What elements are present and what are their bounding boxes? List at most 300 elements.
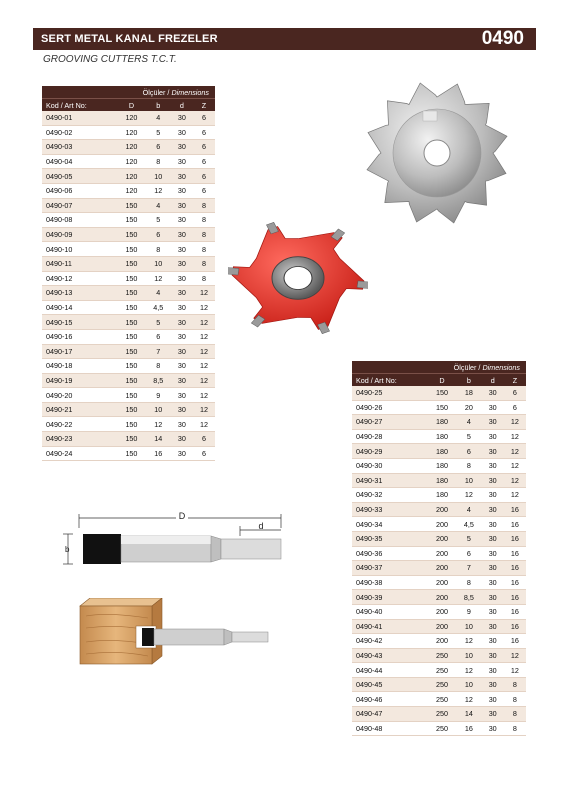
table-row xyxy=(42,329,215,344)
cell-d: 30 xyxy=(482,590,504,605)
cell-code: 0490-28 xyxy=(352,429,428,444)
cell-Z: 12 xyxy=(193,300,215,315)
cell-Z: 12 xyxy=(504,415,526,430)
cell-Z: 6 xyxy=(193,111,215,125)
cell-code: 0490-24 xyxy=(42,446,117,461)
cell-b: 10 xyxy=(456,473,481,488)
table-row xyxy=(352,415,526,430)
cell-d: 30 xyxy=(482,546,504,561)
cell-D: 150 xyxy=(117,402,145,417)
table-row xyxy=(42,213,215,228)
group-label-en: Dimensions xyxy=(482,362,520,372)
table-row xyxy=(42,388,215,403)
table-row xyxy=(42,198,215,213)
table-row xyxy=(352,444,526,459)
table-row xyxy=(352,663,526,678)
col-code: Kod / Art No: xyxy=(352,374,428,387)
cell-d: 30 xyxy=(171,344,193,359)
table-row xyxy=(42,242,215,257)
cell-Z: 12 xyxy=(193,417,215,432)
cell-D: 150 xyxy=(428,400,457,415)
cell-b: 6 xyxy=(146,227,171,242)
cell-b: 5 xyxy=(456,531,481,546)
cell-Z: 12 xyxy=(193,373,215,388)
wood-groove-drawing xyxy=(78,598,278,673)
cell-code: 0490-26 xyxy=(352,400,428,415)
cell-code: 0490-22 xyxy=(42,417,117,432)
cell-Z: 6 xyxy=(193,140,215,155)
cell-D: 200 xyxy=(428,575,457,590)
cell-Z: 8 xyxy=(193,271,215,286)
col-d: d xyxy=(482,374,504,387)
cell-Z: 12 xyxy=(193,329,215,344)
table-row xyxy=(352,707,526,722)
cell-D: 150 xyxy=(117,286,145,301)
cell-d: 30 xyxy=(482,473,504,488)
table-row xyxy=(42,300,215,315)
cell-Z: 8 xyxy=(193,198,215,213)
cell-Z: 12 xyxy=(504,648,526,663)
cell-b: 8 xyxy=(456,458,481,473)
table-row xyxy=(352,677,526,692)
cell-d: 30 xyxy=(482,707,504,722)
cell-Z: 12 xyxy=(193,402,215,417)
cell-D: 150 xyxy=(117,388,145,403)
table-row xyxy=(352,488,526,503)
cell-Z: 8 xyxy=(504,721,526,736)
cell-D: 250 xyxy=(428,707,457,722)
cell-b: 16 xyxy=(146,446,171,461)
cell-code: 0490-08 xyxy=(42,213,117,228)
cell-b: 8 xyxy=(456,575,481,590)
cell-b: 10 xyxy=(146,256,171,271)
cell-D: 250 xyxy=(428,692,457,707)
cell-d: 30 xyxy=(482,721,504,736)
cell-Z: 12 xyxy=(193,359,215,374)
dimensions-table-1 xyxy=(42,86,215,461)
cell-b: 4,5 xyxy=(146,300,171,315)
table-row xyxy=(42,227,215,242)
cell-D: 150 xyxy=(117,344,145,359)
cell-d: 30 xyxy=(171,183,193,198)
cell-D: 150 xyxy=(428,386,457,400)
cell-code: 0490-06 xyxy=(42,183,117,198)
cell-d: 30 xyxy=(171,198,193,213)
cell-D: 200 xyxy=(428,561,457,576)
cell-b: 4 xyxy=(146,286,171,301)
red-grooving-cutter-image xyxy=(228,200,368,350)
cell-code: 0490-34 xyxy=(352,517,428,532)
cell-code: 0490-19 xyxy=(42,373,117,388)
cell-d: 30 xyxy=(171,432,193,447)
cell-Z: 16 xyxy=(504,604,526,619)
cell-D: 180 xyxy=(428,458,457,473)
cell-D: 120 xyxy=(117,169,145,184)
cell-b: 8,5 xyxy=(146,373,171,388)
cell-D: 200 xyxy=(428,634,457,649)
cell-d: 30 xyxy=(482,429,504,444)
cell-code: 0490-21 xyxy=(42,402,117,417)
cell-d: 30 xyxy=(482,531,504,546)
cell-Z: 12 xyxy=(504,663,526,678)
cell-b: 12 xyxy=(146,417,171,432)
cell-d: 30 xyxy=(171,242,193,257)
cell-Z: 6 xyxy=(193,169,215,184)
group-label-en: Dimensions xyxy=(171,87,209,97)
cell-d: 30 xyxy=(482,517,504,532)
cell-Z: 16 xyxy=(504,531,526,546)
cell-b: 10 xyxy=(456,648,481,663)
cell-D: 150 xyxy=(117,256,145,271)
cell-D: 150 xyxy=(117,329,145,344)
cell-code: 0490-05 xyxy=(42,169,117,184)
cell-b: 12 xyxy=(456,663,481,678)
cell-d: 30 xyxy=(482,386,504,400)
table-row xyxy=(352,531,526,546)
cell-d: 30 xyxy=(171,446,193,461)
cell-d: 30 xyxy=(171,373,193,388)
table-row xyxy=(352,561,526,576)
table-row xyxy=(42,125,215,140)
table-row xyxy=(352,575,526,590)
cell-code: 0490-04 xyxy=(42,154,117,169)
cell-Z: 16 xyxy=(504,546,526,561)
cell-D: 200 xyxy=(428,604,457,619)
cell-D: 150 xyxy=(117,213,145,228)
cell-Z: 16 xyxy=(504,634,526,649)
carbide-tip xyxy=(357,281,368,289)
cell-D: 150 xyxy=(117,359,145,374)
cell-code: 0490-47 xyxy=(352,707,428,722)
cell-code: 0490-02 xyxy=(42,125,117,140)
cell-code: 0490-09 xyxy=(42,227,117,242)
table-row xyxy=(352,692,526,707)
cell-code: 0490-03 xyxy=(42,140,117,155)
cell-code: 0490-25 xyxy=(352,386,428,400)
cell-d: 30 xyxy=(171,300,193,315)
table-row xyxy=(42,140,215,155)
cell-D: 250 xyxy=(428,721,457,736)
cell-Z: 8 xyxy=(504,707,526,722)
group-label-tr: Ölçüler / xyxy=(453,362,481,372)
cell-b: 16 xyxy=(456,721,481,736)
cell-code: 0490-27 xyxy=(352,415,428,430)
cell-d: 30 xyxy=(171,125,193,140)
cell-D: 150 xyxy=(117,300,145,315)
cell-d: 30 xyxy=(482,663,504,678)
dim-label-d: d xyxy=(258,521,264,531)
cell-code: 0490-44 xyxy=(352,663,428,678)
cell-Z: 6 xyxy=(193,183,215,198)
cell-Z: 12 xyxy=(193,286,215,301)
dim-label-D: D xyxy=(178,511,186,521)
cell-d: 30 xyxy=(482,400,504,415)
col-b: b xyxy=(456,374,481,387)
table-column-header xyxy=(42,99,215,112)
cell-Z: 8 xyxy=(504,677,526,692)
cell-b: 12 xyxy=(456,488,481,503)
table-row xyxy=(42,111,215,125)
table-group-header xyxy=(352,361,526,374)
cell-D: 120 xyxy=(117,154,145,169)
table-row xyxy=(352,546,526,561)
cell-d: 30 xyxy=(171,213,193,228)
table-group-header xyxy=(42,86,215,99)
cell-b: 4 xyxy=(456,415,481,430)
cell-D: 180 xyxy=(428,473,457,488)
cell-Z: 8 xyxy=(193,242,215,257)
dim-label-b: b xyxy=(65,545,70,554)
table-row xyxy=(42,154,215,169)
cell-D: 150 xyxy=(117,198,145,213)
cell-d: 30 xyxy=(171,388,193,403)
cell-d: 30 xyxy=(482,575,504,590)
cell-Z: 16 xyxy=(504,561,526,576)
table-row xyxy=(352,604,526,619)
cell-b: 8 xyxy=(146,154,171,169)
cell-d: 30 xyxy=(171,417,193,432)
cell-code: 0490-37 xyxy=(352,561,428,576)
dimension-drawing xyxy=(55,506,295,576)
cell-d: 30 xyxy=(171,154,193,169)
cell-d: 30 xyxy=(482,444,504,459)
cell-code: 0490-33 xyxy=(352,502,428,517)
col-code: Kod / Art No: xyxy=(42,99,117,112)
cell-D: 200 xyxy=(428,546,457,561)
table-row xyxy=(352,590,526,605)
table-row xyxy=(352,634,526,649)
cell-code: 0490-18 xyxy=(42,359,117,374)
cell-code: 0490-40 xyxy=(352,604,428,619)
cell-d: 30 xyxy=(171,359,193,374)
cell-Z: 12 xyxy=(504,473,526,488)
table-row xyxy=(42,169,215,184)
cell-code: 0490-46 xyxy=(352,692,428,707)
cell-b: 10 xyxy=(456,677,481,692)
cell-D: 200 xyxy=(428,517,457,532)
product-code: 0490 xyxy=(481,28,524,49)
table-row xyxy=(42,417,215,432)
table-row xyxy=(42,359,215,374)
cell-d: 30 xyxy=(482,634,504,649)
table-row xyxy=(352,386,526,400)
cell-d: 30 xyxy=(171,169,193,184)
cell-code: 0490-36 xyxy=(352,546,428,561)
table-row xyxy=(42,315,215,330)
group-label-tr: Ölçüler / xyxy=(142,87,170,97)
cell-Z: 12 xyxy=(504,444,526,459)
cell-D: 200 xyxy=(428,619,457,634)
table-row xyxy=(42,344,215,359)
cell-D: 250 xyxy=(428,648,457,663)
table-row xyxy=(42,446,215,461)
cell-d: 30 xyxy=(171,140,193,155)
cell-d: 30 xyxy=(482,692,504,707)
cell-D: 180 xyxy=(428,488,457,503)
cell-b: 20 xyxy=(456,400,481,415)
cell-D: 200 xyxy=(428,590,457,605)
table-column-header xyxy=(352,374,526,387)
table-row xyxy=(42,432,215,447)
cell-Z: 12 xyxy=(504,458,526,473)
cell-Z: 16 xyxy=(504,575,526,590)
table-row xyxy=(352,429,526,444)
cell-code: 0490-32 xyxy=(352,488,428,503)
cell-code: 0490-42 xyxy=(352,634,428,649)
table-row xyxy=(42,183,215,198)
cell-Z: 8 xyxy=(193,227,215,242)
cell-b: 5 xyxy=(146,125,171,140)
cell-b: 7 xyxy=(146,344,171,359)
col-b: b xyxy=(146,99,171,112)
cell-code: 0490-38 xyxy=(352,575,428,590)
cell-D: 120 xyxy=(117,111,145,125)
cell-code: 0490-23 xyxy=(42,432,117,447)
cell-d: 30 xyxy=(482,619,504,634)
cell-code: 0490-29 xyxy=(352,444,428,459)
cell-Z: 12 xyxy=(193,344,215,359)
cell-b: 12 xyxy=(456,692,481,707)
cell-b: 8 xyxy=(146,242,171,257)
cell-d: 30 xyxy=(482,677,504,692)
cell-Z: 6 xyxy=(193,446,215,461)
cell-code: 0490-45 xyxy=(352,677,428,692)
table-row xyxy=(352,400,526,415)
cell-d: 30 xyxy=(171,256,193,271)
cell-D: 150 xyxy=(117,315,145,330)
cell-Z: 6 xyxy=(193,125,215,140)
saw-blade-image xyxy=(362,78,512,228)
cell-b: 9 xyxy=(146,388,171,403)
cell-code: 0490-01 xyxy=(42,111,117,125)
cell-b: 5 xyxy=(146,315,171,330)
cell-D: 180 xyxy=(428,429,457,444)
cell-d: 30 xyxy=(482,648,504,663)
col-Z: Z xyxy=(193,99,215,112)
cell-Z: 6 xyxy=(504,386,526,400)
cell-code: 0490-20 xyxy=(42,388,117,403)
cell-D: 150 xyxy=(117,446,145,461)
cell-D: 120 xyxy=(117,140,145,155)
cell-b: 4 xyxy=(146,111,171,125)
cell-D: 150 xyxy=(117,242,145,257)
cell-D: 180 xyxy=(428,444,457,459)
cell-code: 0490-30 xyxy=(352,458,428,473)
cell-Z: 12 xyxy=(193,388,215,403)
cell-d: 30 xyxy=(482,488,504,503)
cell-D: 150 xyxy=(117,432,145,447)
cell-b: 6 xyxy=(146,140,171,155)
table-row xyxy=(352,517,526,532)
cell-code: 0490-11 xyxy=(42,256,117,271)
cell-b: 6 xyxy=(146,329,171,344)
table-row xyxy=(352,721,526,736)
cell-d: 30 xyxy=(482,561,504,576)
col-D: D xyxy=(428,374,457,387)
cell-d: 30 xyxy=(482,502,504,517)
cell-d: 30 xyxy=(171,329,193,344)
cell-code: 0490-12 xyxy=(42,271,117,286)
col-D: D xyxy=(117,99,145,112)
table-row xyxy=(352,648,526,663)
page-title: SERT METAL KANAL FREZELER xyxy=(41,33,218,45)
table-row xyxy=(42,271,215,286)
table-row xyxy=(42,256,215,271)
dimensions-table-2 xyxy=(352,361,526,736)
cell-D: 180 xyxy=(428,415,457,430)
cell-Z: 12 xyxy=(504,488,526,503)
cell-d: 30 xyxy=(171,227,193,242)
cell-code: 0490-31 xyxy=(352,473,428,488)
cell-d: 30 xyxy=(482,604,504,619)
cell-code: 0490-10 xyxy=(42,242,117,257)
cell-code: 0490-43 xyxy=(352,648,428,663)
col-Z: Z xyxy=(504,374,526,387)
cell-b: 14 xyxy=(146,432,171,447)
cell-b: 18 xyxy=(456,386,481,400)
cell-D: 120 xyxy=(117,183,145,198)
cell-b: 12 xyxy=(146,183,171,198)
cell-D: 250 xyxy=(428,677,457,692)
cell-b: 8 xyxy=(146,359,171,374)
cell-code: 0490-17 xyxy=(42,344,117,359)
cell-b: 14 xyxy=(456,707,481,722)
cell-b: 5 xyxy=(456,429,481,444)
cell-b: 4,5 xyxy=(456,517,481,532)
cell-d: 30 xyxy=(171,315,193,330)
cell-b: 10 xyxy=(456,619,481,634)
cell-code: 0490-13 xyxy=(42,286,117,301)
header-bar xyxy=(33,28,536,50)
cell-code: 0490-41 xyxy=(352,619,428,634)
cell-d: 30 xyxy=(171,111,193,125)
cell-code: 0490-07 xyxy=(42,198,117,213)
cell-d: 30 xyxy=(482,458,504,473)
cell-code: 0490-39 xyxy=(352,590,428,605)
cell-b: 7 xyxy=(456,561,481,576)
cell-Z: 6 xyxy=(504,400,526,415)
table-row xyxy=(42,286,215,301)
carbide-tip xyxy=(228,267,239,275)
cell-Z: 16 xyxy=(504,517,526,532)
cell-code: 0490-16 xyxy=(42,329,117,344)
table-row xyxy=(352,502,526,517)
cell-b: 10 xyxy=(146,169,171,184)
cell-Z: 16 xyxy=(504,590,526,605)
cell-Z: 8 xyxy=(504,692,526,707)
cell-code: 0490-48 xyxy=(352,721,428,736)
cell-b: 6 xyxy=(456,546,481,561)
cell-d: 30 xyxy=(171,402,193,417)
table-row xyxy=(352,473,526,488)
cell-D: 200 xyxy=(428,531,457,546)
cell-b: 6 xyxy=(456,444,481,459)
cell-b: 5 xyxy=(146,213,171,228)
cell-b: 12 xyxy=(146,271,171,286)
cell-D: 150 xyxy=(117,373,145,388)
table-row xyxy=(352,619,526,634)
cell-code: 0490-15 xyxy=(42,315,117,330)
cell-d: 30 xyxy=(171,286,193,301)
cell-b: 4 xyxy=(146,198,171,213)
cell-Z: 16 xyxy=(504,502,526,517)
cell-code: 0490-35 xyxy=(352,531,428,546)
cell-b: 8,5 xyxy=(456,590,481,605)
cell-Z: 6 xyxy=(193,154,215,169)
cell-D: 150 xyxy=(117,417,145,432)
cell-b: 9 xyxy=(456,604,481,619)
cell-Z: 8 xyxy=(193,213,215,228)
